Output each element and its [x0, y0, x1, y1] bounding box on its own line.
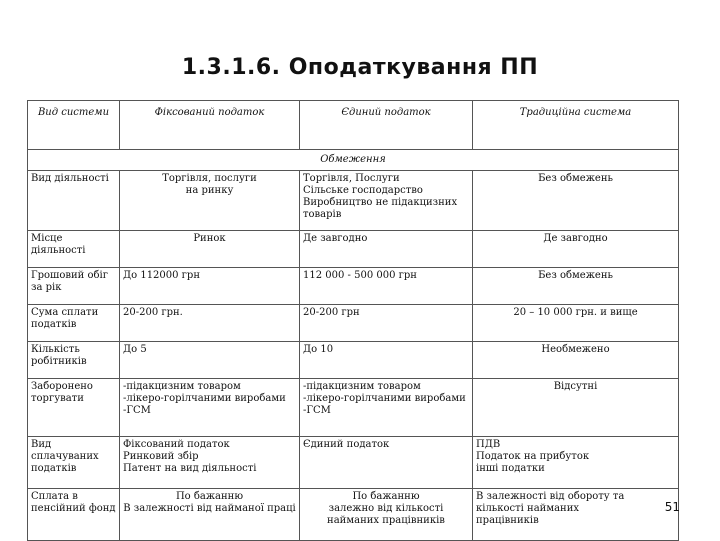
single-cell: 112 000 - 500 000 грн — [300, 268, 473, 305]
restrictions-label: Обмеження — [28, 150, 679, 171]
fixed-cell: До 112000 грн — [120, 268, 300, 305]
header-traditional-system: Традиційна система — [473, 101, 679, 150]
table-row — [28, 437, 679, 489]
table-row — [28, 305, 679, 342]
single-cell: Де завгодно — [300, 231, 473, 268]
row-label: Заборонено торгувати — [28, 379, 120, 437]
fixed-cell: До 5 — [120, 342, 300, 379]
taxation-table — [27, 100, 679, 541]
table-row — [28, 342, 679, 379]
row-label: Вид сплачуваних податків — [28, 437, 120, 489]
row-label: Сплата в пенсійний фонд — [28, 489, 120, 541]
row-label: Місце діяльності — [28, 231, 120, 268]
traditional-cell: Без обмежень — [473, 171, 679, 231]
table-row — [28, 379, 679, 437]
restrictions-row — [28, 150, 679, 171]
single-cell: Торгівля, Послуги Сільське господарство Виробництво не підакцизних товарів — [300, 171, 473, 231]
slide-title: 1.3.1.6. Оподаткування ПП — [181, 55, 539, 80]
single-cell: По бажанню залежно від кількості найманих працівників — [300, 489, 473, 541]
table-row — [28, 231, 679, 268]
fixed-cell: 20-200 грн. — [120, 305, 300, 342]
row-label: Грошовий обіг за рік — [28, 268, 120, 305]
fixed-cell: Торгівля, послуги на ринку — [120, 171, 300, 231]
header-system-type: Вид системи — [28, 101, 120, 150]
table-row — [28, 489, 679, 541]
header-row — [28, 101, 679, 150]
table-row — [28, 171, 679, 231]
row-label: Кількість робітників — [28, 342, 120, 379]
fixed-cell: Фіксований податок Ринковий збір Патент на вид діяльності — [120, 437, 300, 489]
traditional-cell: Де завгодно — [473, 231, 679, 268]
single-cell: 20-200 грн — [300, 305, 473, 342]
single-cell: Єдиний податок — [300, 437, 473, 489]
traditional-cell: Необмежено — [473, 342, 679, 379]
row-label: Сума сплати податків — [28, 305, 120, 342]
single-cell: До 10 — [300, 342, 473, 379]
row-label: Вид діяльності — [28, 171, 120, 231]
fixed-cell: -підакцизним товаром -лікеро-горілчаними виробами -ГСМ — [120, 379, 300, 437]
traditional-cell: В залежності від обороту та кількості найманих працівників — [473, 489, 679, 541]
fixed-cell: По бажанню В залежності від найманої праці — [120, 489, 300, 541]
table-row — [28, 268, 679, 305]
traditional-cell: ПДВ Податок на прибуток інші податки — [473, 437, 679, 489]
fixed-cell: Ринок — [120, 231, 300, 268]
page-number: 51 — [664, 500, 680, 514]
traditional-cell: Без обмежень — [473, 268, 679, 305]
traditional-cell: 20 – 10 000 грн. и вище — [473, 305, 679, 342]
header-single-tax: Єдиний податок — [300, 101, 473, 150]
header-fixed-tax: Фіксований податок — [120, 101, 300, 150]
single-cell: -підакцизним товаром -лікеро-горілчаними виробами -ГСМ — [300, 379, 473, 437]
traditional-cell: Відсутні — [473, 379, 679, 437]
